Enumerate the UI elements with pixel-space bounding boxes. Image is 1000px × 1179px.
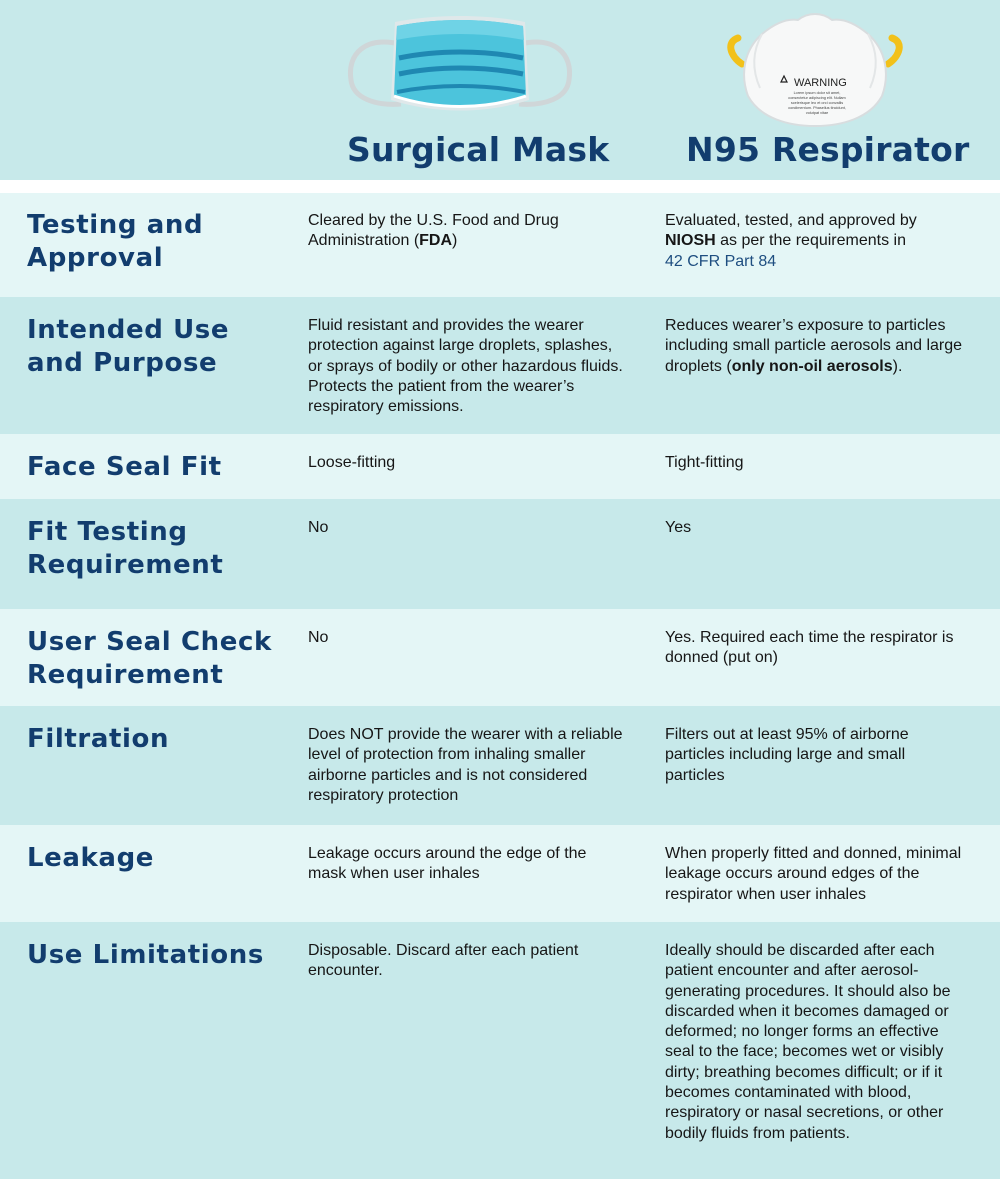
surgical-mask-cell: Does NOT provide the wearer with a reliable level of protection from inhaling smaller airborne particles and is not considered respiratory protection bbox=[308, 726, 623, 804]
divider bbox=[0, 180, 1000, 193]
fine-print-line: condimentum. Phasellus tincidunt, bbox=[788, 106, 846, 110]
column-heading-surgical-mask: Surgical Mask bbox=[347, 130, 610, 169]
fine-print-line: consectetur adipiscing elit. Nullam bbox=[788, 96, 846, 100]
surgical-mask-cell: Loose-fitting bbox=[308, 454, 396, 471]
row-fit-testing-requirement bbox=[0, 499, 1000, 609]
n95-respirator-cell: Yes. Required each time the respirator is donned (put on) bbox=[665, 629, 954, 667]
row-face-seal-fit bbox=[0, 434, 1000, 499]
column-heading-n95-respirator: N95 Respirator bbox=[686, 130, 970, 169]
surgical-mask-cell: Disposable. Discard after each patient encounter. bbox=[308, 942, 579, 980]
surgical-mask-image bbox=[345, 14, 575, 126]
row-label: Use Limitations bbox=[27, 940, 264, 970]
header bbox=[0, 0, 1000, 180]
surgical-mask-cell: No bbox=[308, 519, 329, 536]
regulation-link[interactable]: 42 CFR Part 84 bbox=[665, 252, 777, 270]
n95-respirator-cell: When properly fitted and donned, minimal leakage occurs around edges of the respirator when user inhales bbox=[665, 845, 962, 903]
n95-respirator-cell: Ideally should be discarded after each patient encounter and after aerosol-generating procedures. It should also be discarded when it becomes damaged or deformed; no longer forms an effective seal to the face; becomes wet or visibly dirty; breathing becomes difficult; or if it becomes contaminated with blood, respiratory or nasal secretions, or other bodily fluids from patients. bbox=[665, 942, 951, 1142]
row-label: Leakage bbox=[27, 843, 155, 873]
fine-print-line: Lorem ipsum dolor sit amet, bbox=[793, 91, 841, 95]
warning-label: WARNING bbox=[794, 77, 847, 89]
n95-respirator-image bbox=[722, 12, 908, 128]
row-label: Filtration bbox=[27, 724, 170, 754]
surgical-mask-cell: No bbox=[308, 629, 329, 646]
fine-print-line: volutpat vitae bbox=[805, 111, 829, 115]
row-filtration bbox=[0, 706, 1000, 825]
n95-respirator-cell: Tight-fitting bbox=[665, 454, 744, 471]
surgical-mask-cell: Leakage occurs around the edge of the mask when user inhales bbox=[308, 845, 587, 883]
n95-respirator-cell: Filters out at least 95% of airborne particles including large and small particles bbox=[665, 726, 909, 784]
n95-respirator-cell: Yes bbox=[665, 519, 692, 536]
fine-print-line: scelerisque leo et orci convallis bbox=[790, 101, 844, 105]
row-label: Testing and Approval bbox=[27, 210, 204, 273]
row-label: Intended Use and Purpose bbox=[27, 315, 230, 378]
row-label: Face Seal Fit bbox=[27, 452, 222, 482]
row-label: User Seal Check Requirement bbox=[27, 627, 272, 690]
row-leakage bbox=[0, 825, 1000, 922]
row-intended-use-and-purpose bbox=[0, 297, 1000, 434]
row-use-limitations bbox=[0, 922, 1000, 1179]
n95-respirator-cell: Reduces wearer’s exposure to particles including small particle aerosols and large droplets (only non-oil aerosols). bbox=[665, 317, 963, 375]
n95-respirator-cell: Evaluated, tested, and approved by NIOSH as per the requirements in 42 CFR Part 84 bbox=[665, 212, 917, 270]
row-testing-and-approval bbox=[0, 193, 1000, 297]
surgical-mask-cell: Cleared by the U.S. Food and Drug Administration (FDA) bbox=[308, 212, 559, 250]
row-user-seal-check-requirement bbox=[0, 609, 1000, 706]
surgical-mask-cell: Fluid resistant and provides the wearer protection against large droplets, splashes, or sprays of bodily or other hazardous fluids. Protects the patient from the wearer’s respiratory emissions. bbox=[308, 317, 623, 416]
row-label: Fit Testing Requirement bbox=[27, 517, 224, 580]
